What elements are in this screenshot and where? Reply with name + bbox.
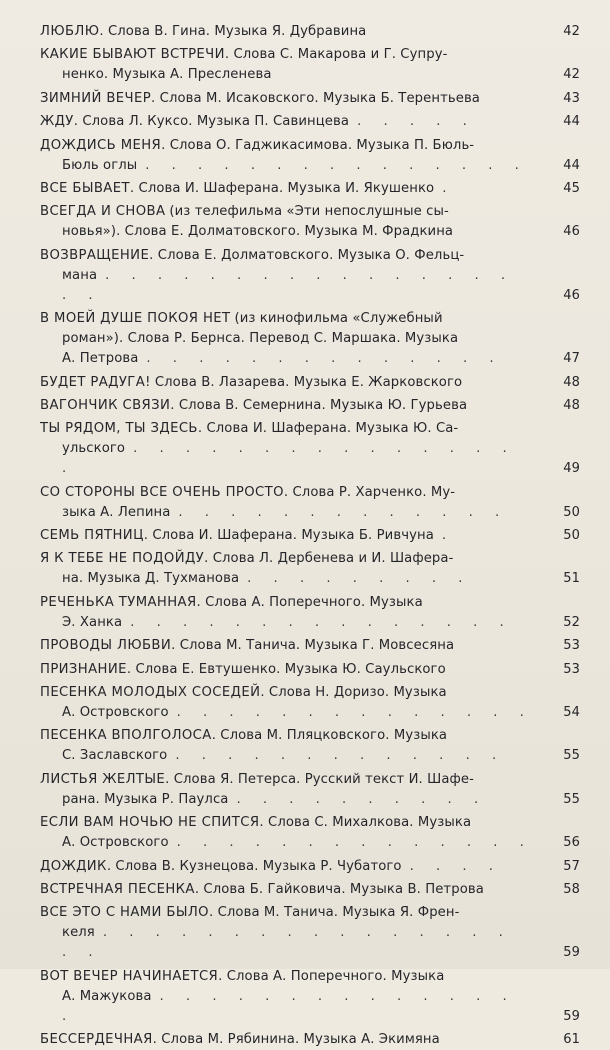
song-title: СО СТОРОНЫ ВСЕ ОЧЕНЬ ПРОСТО. [40,484,289,500]
toc-list [40,22,582,1050]
song-title: ВСТРЕЧНАЯ ПЕСЕНКА. [40,881,200,897]
page-number: 55 [563,791,580,807]
toc-entry [40,89,582,109]
page-number: 42 [563,67,580,83]
page-number: 50 [563,528,580,544]
page-number: 52 [563,614,580,630]
page-number: 46 [563,287,580,303]
page-number: 48 [563,397,580,413]
song-credits: (из кинофильма «Служебный [234,311,443,327]
song-credits-continuation: А. Островского . . . . . . . . . . . . . . [62,835,533,851]
page-number: 55 [563,748,580,764]
page-number: 53 [563,661,580,677]
song-credits: Слова И. Шаферана. Музыка Ю. Са- [206,421,459,437]
song-credits-continuation: А. Островского . . . . . . . . . . . . . . [62,705,533,721]
toc-entry [40,483,582,523]
dot-leader: . . . . . . . . . [247,571,472,587]
song-credits-continuation: новья»). Слова Е. Долматовского. Музыка М. Фрадкина [62,224,454,240]
toc-entry [40,1030,582,1050]
song-title: ВСЕ ЭТО С НАМИ БЫЛО. [40,905,214,921]
song-credits-continuation: на. Музыка Д. Тухманова . . . . . . . . . [62,571,472,587]
toc-entry [40,396,582,416]
song-title: ДОЖДИСЬ МЕНЯ. [40,137,166,153]
song-credits-continuation: мана . . . . . . . . . . . . . . . . . . [62,267,515,303]
song-title: ЗИМНИЙ ВЕЧЕР. [40,90,156,106]
toc-entry [40,880,582,900]
song-credits-continuation: ненко. Музыка А. Пресленева [62,67,272,83]
toc-entry [40,683,582,723]
dot-leader: . . . . . . . . . . . . . [178,504,509,520]
song-credits: Слова В. Гина. Музыка Я. Дубравина [107,24,367,39]
song-title: ЖДУ. [40,114,79,130]
dot-leader: . . . . . . . . . . . . . . . . . . [62,925,512,961]
song-title: В МОЕЙ ДУШЕ ПОКОЯ НЕТ [40,311,231,327]
toc-entry [40,526,582,546]
page-number: 50 [563,504,580,520]
song-title: ЛЮБЛЮ. [40,24,104,39]
song-title: ВОЗВРАЩЕНИЕ. [40,247,154,263]
toc-entry [40,549,582,589]
toc-entry [40,45,582,85]
page-number: 56 [563,835,580,851]
dot-leader: . . . . . . . . . . . . . . [146,351,503,367]
page-number: 59 [563,1008,580,1024]
page-number: 44 [563,114,580,130]
song-title: Я К ТЕБЕ НЕ ПОДОЙДУ. [40,551,209,567]
song-credits-continuation: А. Петрова . . . . . . . . . . . . . . [62,351,503,367]
dot-leader: . . . . [409,858,502,874]
toc-entry [40,112,582,132]
dot-leader: . [441,528,456,544]
song-title: РЕЧЕНЬКА ТУМАННАЯ. [40,594,202,610]
toc-entry [40,813,582,853]
toc-entry [40,179,582,199]
dot-leader: . . . . . . . . . . . . . . . . [62,441,516,477]
song-credits: Слова Я. Петерса. Русский текст И. Шафе- [173,771,474,787]
page-number: 53 [563,638,580,654]
dot-leader: . [442,180,456,196]
page-number: 44 [563,157,580,173]
page-number: 42 [563,24,580,39]
song-credits: Слова М. Исаковского. Музыка Б. Терентьева [159,90,480,106]
song-title: ПРИЗНАНИЕ. [40,661,132,677]
page-number: 51 [563,571,580,587]
song-credits-continuation: роман»). Слова Р. Бернса. Перевод С. Маршака. Музыка [62,331,459,347]
song-credits: Слова Е. Евтушенко. Музыка Ю. Саульского [135,661,446,677]
song-credits: Слова М. Пляцковского. Музыка [220,728,448,744]
song-credits: Слова В. Семернина. Музыка Ю. Гурьева [178,397,468,413]
song-credits-continuation: А. Мажукова . . . . . . . . . . . . . . . [62,988,516,1024]
toc-entry [40,903,582,963]
song-credits: Слова В. Лазарева. Музыка Е. Жарковского [154,374,463,390]
song-credits: Слова Е. Долматовского. Музыка О. Фельц- [157,247,465,263]
song-credits-continuation: Бюль оглы . . . . . . . . . . . . . . . [62,157,528,173]
song-credits: Слова С. Макарова и Г. Супру- [233,47,448,63]
page-number: 46 [563,224,580,240]
song-title: ВСЕГДА И СНОВА [40,204,166,220]
page-number: 61 [563,1032,580,1048]
song-title: КАКИЕ БЫВАЮТ ВСТРЕЧИ. [40,47,230,63]
song-credits: Слова И. Шаферана. Музыка И. Якушенко [138,180,435,196]
song-credits-continuation: С. Заславского . . . . . . . . . . . . . [62,748,506,764]
toc-entry [40,636,582,656]
song-credits: Слова М. Танича. Музыка Я. Френ- [217,905,460,921]
song-credits-continuation: Э. Ханка . . . . . . . . . . . . . . . [62,614,513,630]
song-title: ВАГОНЧИК СВЯЗИ. [40,397,175,413]
song-title: ДОЖДИК. [40,858,112,874]
dot-leader: . . . . . . . . . . . . . . [176,835,533,851]
song-credits-continuation: келя . . . . . . . . . . . . . . . . . . [62,925,512,961]
dot-leader: . . . . . . . . . . . . . . . [62,988,516,1024]
dot-leader: . . . . . . . . . . [236,791,488,807]
page-number: 58 [563,881,580,897]
toc-entry [40,202,582,242]
toc-entry [40,246,582,306]
toc-entry [40,22,582,42]
page-number: 47 [563,351,580,367]
song-credits: Слова В. Кузнецова. Музыка Р. Чубатого [115,858,402,874]
dot-leader: . . . . . . . . . . . . . [175,748,506,764]
song-title: СЕМЬ ПЯТНИЦ. [40,528,149,544]
song-credits: Слова А. Поперечного. Музыка [226,968,445,984]
dot-leader: . . . . . . . . . . . . . . . . . . [62,267,515,303]
song-title: ЕСЛИ ВАМ НОЧЬЮ НЕ СПИТСЯ. [40,815,265,831]
dot-leader: . . . . . . . . . . . . . . [176,705,533,721]
song-credits: Слова М. Рябинина. Музыка А. Экимяна [161,1032,440,1048]
song-title: ЛИСТЬЯ ЖЕЛТЫЕ. [40,771,170,787]
toc-entry [40,373,582,393]
toc-entry [40,660,582,680]
toc-entry [40,419,582,479]
song-credits: Слова И. Шаферана. Музыка Б. Ривчуна [152,528,434,544]
page-number: 57 [563,858,580,874]
toc-entry [40,309,582,369]
song-credits: Слова С. Михалкова. Музыка [268,815,472,831]
song-title: ВСЕ БЫВАЕТ. [40,180,135,196]
page-number: 48 [563,374,580,390]
song-credits: Слова М. Танича. Музыка Г. Мовсесяна [179,638,455,654]
dot-leader: . . . . . . . . . . . . . . . [145,157,528,173]
song-credits-continuation: рана. Музыка Р. Паулса . . . . . . . . . . [62,791,488,807]
song-title: ТЫ РЯДОМ, ТЫ ЗДЕСЬ. [40,421,203,437]
page-number: 59 [563,945,580,961]
song-title: ПЕСЕНКА ВПОЛГОЛОСА. [40,728,217,744]
song-title: БЕССЕРДЕЧНАЯ. [40,1032,158,1048]
song-credits: Слова Н. Доризо. Музыка [268,685,447,701]
song-title: ПРОВОДЫ ЛЮБВИ. [40,638,176,654]
song-title: ПЕСЕНКА МОЛОДЫХ СОСЕДЕЙ. [40,685,265,701]
page-number: 43 [563,90,580,106]
page-number: 45 [563,180,580,196]
song-title: БУДЕТ РАДУГА! [40,374,151,390]
song-credits: Слова Л. Дербенева и И. Шафера- [212,551,454,567]
toc-entry [40,593,582,633]
song-credits: Слова Л. Куксо. Музыка П. Савинцева [82,114,350,130]
toc-entry [40,857,582,877]
song-title: ВОТ ВЕЧЕР НАЧИНАЕТСЯ. [40,968,223,984]
toc-entry [40,967,582,1027]
toc-entry [40,726,582,766]
song-credits: Слова Р. Харченко. Му- [292,484,456,500]
song-credits: Слова Б. Гайковича. Музыка В. Петрова [203,881,484,897]
page-number: 49 [563,461,580,477]
song-credits-continuation: зыка А. Лепина . . . . . . . . . . . . . [62,504,509,520]
page-number: 54 [563,705,580,721]
song-credits-continuation: ульского . . . . . . . . . . . . . . . . [62,441,516,477]
toc-entry [40,136,582,176]
song-credits: (из телефильма «Эти непослушные сы- [169,204,449,220]
song-credits: Слова А. Поперечного. Музыка [205,594,423,610]
toc-entry [40,770,582,810]
dot-leader: . . . . . . . . . . . . . . . [130,614,513,630]
dot-leader: . . . . . [357,114,476,130]
song-credits: Слова О. Гаджикасимова. Музыка П. Бюль- [169,137,475,153]
